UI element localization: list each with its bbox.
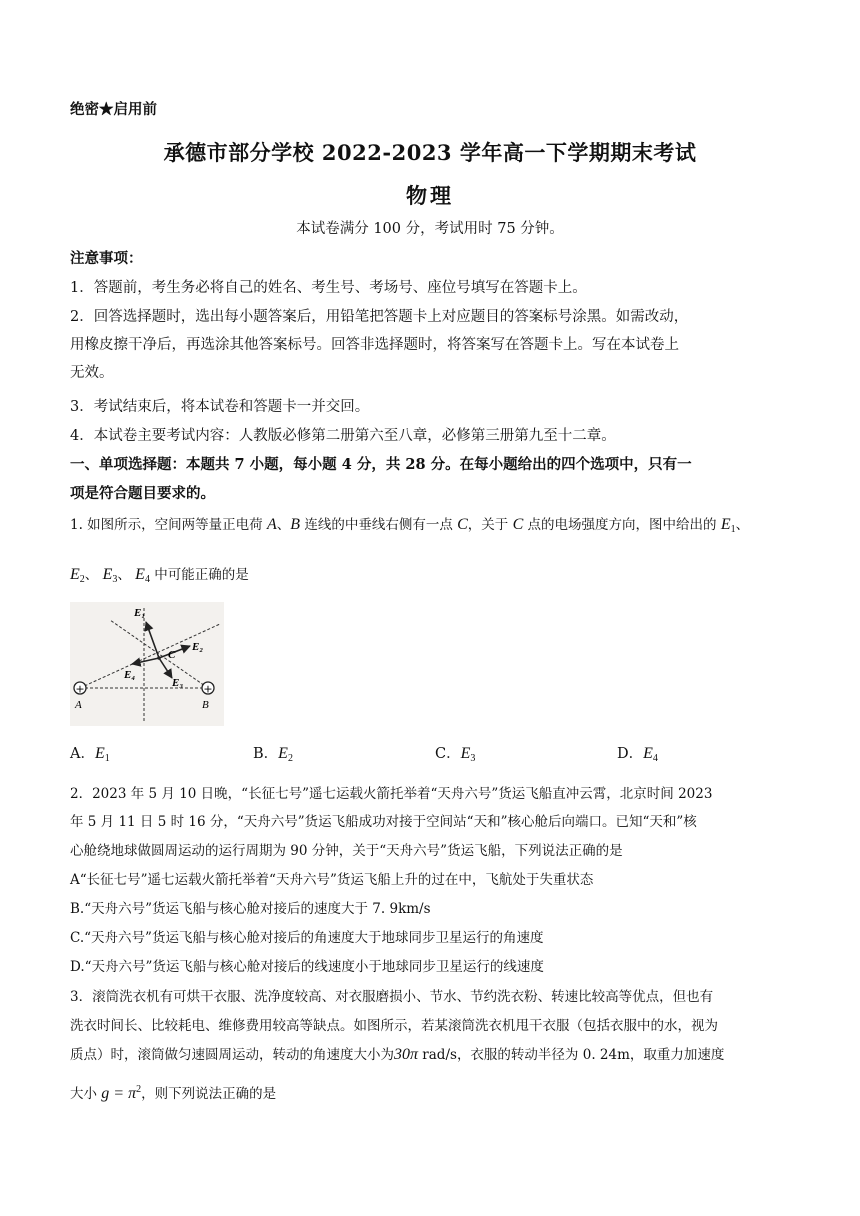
omega-value: 30π: [394, 1046, 419, 1063]
q3-stem-line-1: 3．滚筒洗衣机有可烘干衣服、洗净度较高、对衣服磨损小、节水、节约洗衣粉、转速比较高等优点，但也有: [70, 989, 714, 1005]
q1-option-b[interactable]: B．$E_2$: [253, 745, 293, 764]
q3-stem-line-4: 大小 $g = \pi^2$，则下列说法正确的是: [70, 1084, 277, 1102]
q2-option-c[interactable]: C.“天舟六号”货运飞船与核心舱对接后的角速度大于地球同步卫星运行的角速度: [70, 930, 544, 946]
q2-option-d[interactable]: D.“天舟六号”货运飞船与核心舱对接后的线速度小于地球同步卫星运行的线速度: [70, 959, 544, 975]
point-c-dot: [157, 656, 161, 660]
label-e3: E₃: [172, 677, 184, 689]
notice-item-3: 3．考试结束后，将本试卷和答题卡一并交回。: [70, 399, 370, 415]
charge-a-plus: +: [75, 682, 85, 696]
q2-option-a[interactable]: A“长征七号”遥七运载火箭托举着“天舟六号”货运飞船上升的过在中，飞航处于失重状态: [70, 872, 594, 888]
q3-stem-line-2: 洗衣时间长、比较耗电、维修费用较高等缺点。如图所示，若某滚筒洗衣机甩干衣服（包括衣服中的水，视为: [70, 1018, 718, 1034]
notice-item-4: 4．本试卷主要考试内容：人教版必修第二册第六至八章，必修第三册第九至十二章。: [70, 428, 616, 444]
q1-option-a[interactable]: A．$E_1$: [70, 745, 110, 764]
confidential-mark: 绝密★启用前: [70, 101, 157, 118]
q1-option-d[interactable]: D．$E_4$: [617, 745, 658, 764]
label-e2: E₂: [192, 641, 204, 653]
exam-title: 承德市部分学校 2022-2023 学年高一下学期期末考试: [163, 140, 697, 165]
subject-title: 物理: [406, 183, 454, 208]
notice-item-1: 1．答题前，考生务必将自己的姓名、考生号、考场号、座位号填写在答题卡上。: [70, 280, 587, 296]
g-expression: $g = \pi^2$: [101, 1084, 142, 1102]
exam-info: 本试卷满分 100 分，考试用时 75 分钟。: [296, 221, 564, 237]
q1-field-diagram: [70, 602, 224, 726]
q3-stem-line-3: 质点）时，滚筒做匀速圆周运动，转动的角速度大小为30π rad/s，衣服的转动半径为 0. 24m，取重力加速度: [70, 1046, 725, 1063]
label-e1: E₁: [134, 607, 146, 619]
q1-stem-line-1: 1. 如图所示，空间两等量正电荷 A、B 连线的中垂线右侧有一点 C，关于 C 点的电场强度方向，图中给出的 $E_1$、: [70, 516, 750, 535]
label-a: A: [75, 699, 82, 711]
e1-symbol: $E_1$: [720, 516, 736, 535]
e4-vector: [132, 658, 159, 664]
q2-stem-line-1: 2．2023 年 5 月 10 日晚，“长征七号”遥七运载火箭托举着“天舟六号”货运飞船直冲云霄，北京时间 2023: [70, 786, 713, 802]
notice-item-2-line-2: 用橡皮擦干净后，再选涂其他答案标号。回答非选择题时，将答案写在答题卡上。写在本试卷上: [70, 337, 679, 353]
label-b: B: [202, 699, 209, 711]
q2-stem-line-2: 年 5 月 11 日 5 时 16 分，“天舟六号”货运飞船成功对接于空间站“天和”核心舱后向端口。已知“天和”核: [70, 814, 697, 830]
notice-item-2-line-3: 无效。: [70, 365, 114, 381]
label-c: C: [168, 649, 176, 661]
e1-vector: [146, 622, 159, 658]
section-heading-line-1: 一、单项选择题：本题共 7 小题，每小题 4 分，共 28 分。在每小题给出的四个选项中，只有一: [70, 456, 692, 473]
section-heading-line-2: 项是符合题目要求的。: [70, 485, 215, 502]
charge-b-plus: +: [203, 682, 213, 696]
q2-stem-line-3: 心舱绕地球做圆周运动的运行周期为 90 分钟，关于“天舟六号”货运飞船，下列说法正确的是: [70, 843, 623, 859]
q1-field-diagram-svg: [70, 602, 224, 726]
label-e4: E₄: [124, 669, 136, 681]
q2-option-b[interactable]: B.“天舟六号”货运飞船与核心舱对接后的速度大于 7. 9km/s: [70, 901, 431, 917]
q1-stem-line-2: $E_2$、 $E_3$、 $E_4$ 中可能正确的是: [70, 566, 249, 585]
e3-vector: [159, 658, 172, 678]
notice-heading: 注意事项：: [70, 250, 143, 267]
q1-option-c[interactable]: C．$E_3$: [435, 745, 476, 764]
notice-item-2-line-1: 2．回答选择题时，选出每小题答案后，用铅笔把答题卡上对应题目的答案标号涂黑。如需改动，: [70, 309, 689, 325]
